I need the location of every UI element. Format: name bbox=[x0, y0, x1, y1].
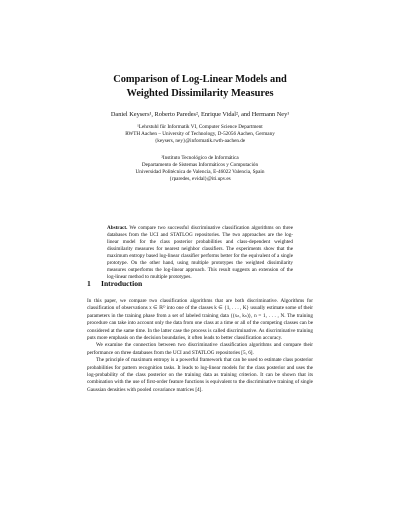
body-paragraph: We examine the connection between two discriminative classification algorithms and compare their performance on three databases from the UCI and STATLOG repositories [5, 6]. bbox=[87, 342, 313, 356]
paper-title bbox=[40, 73, 360, 101]
section-heading bbox=[87, 279, 142, 288]
title-line-2: Weighted Dissimilarity Measures bbox=[126, 88, 274, 99]
body-paragraph: In this paper, we compare two classification algorithms that are both discriminative. Algorithms for classification of observations x ∈ ℝᴰ into one of the classes k ∈ {1, . . . , K} usually estimate some of their parameters in the training phase from a set of labeled training data {(xₙ, kₙ)}, n = 1, . . . , N. The training procedure can take into account only the data from one class at a time or all of the competing classes can be considered at the same time. In the latter case the process is called discriminative. As discriminative training puts more emphasis on the decision boundaries, it often leads to better classification accuracy. bbox=[87, 298, 313, 342]
affiliation-1-line: RWTH Aachen – University of Technology, D-52056 Aachen, Germany bbox=[125, 130, 275, 137]
affiliation-2 bbox=[40, 155, 360, 183]
section-number: 1 bbox=[87, 279, 91, 288]
affiliation-1 bbox=[40, 124, 360, 145]
affiliation-1-line: ¹Lehrstuhl für Informatik VI, Computer Science Department bbox=[137, 124, 263, 130]
abstract-label: Abstract. bbox=[107, 225, 128, 231]
affiliation-2-email: {rparedes, evidal}@iti.upv.es bbox=[169, 175, 231, 182]
affiliation-1-email: {keysers, ney}@informatik.rwth-aachen.de bbox=[154, 137, 246, 144]
affiliation-2-line: Universidad Politécnica de Valencia, E-46022 Valencia, Spain bbox=[135, 168, 265, 175]
author-list: Daniel Keysers¹, Roberto Paredes², Enrique Vidal², and Hermann Ney¹ bbox=[110, 111, 290, 118]
section-body bbox=[87, 298, 313, 394]
abstract bbox=[107, 225, 293, 281]
title-line-1: Comparison of Log-Linear Models and bbox=[113, 74, 287, 85]
affiliation-2-line: ²Instituto Tecnológico de Informática bbox=[161, 155, 239, 161]
section-title: Introduction bbox=[101, 279, 143, 288]
body-paragraph: The principle of maximum entropy is a powerful framework that can be used to estimate class posterior probabilities for pattern recognition tasks. It leads to log-linear models for the class posterior and uses the log-probability of the class posterior on the training data as training criterion. It can be shown that its combination with the use of first-order feature functions is equivalent to the discriminative training of single Gaussian densities with pooled covariance matrices [4]. bbox=[87, 357, 313, 393]
affiliation-2-line: Departamento de Sistemas Informáticos y Computación bbox=[141, 161, 259, 168]
abstract-text: We compare two successful discriminative classification algorithms on three databases from the UCI and STATLOG repositories. The two approaches are the log-linear model for the class posterior probabilities and class-dependent weighted dissimilarity measures for nearest neighbor classifiers. The experiments show that the maximum entropy based log-linear classifier performs better for the equivalent of a single prototype. On the other hand, using multiple prototypes the weighted dissimilarity measures outperforms the log-linear approach. This result suggests an extension of the log-linear method to multiple prototypes. bbox=[107, 225, 293, 281]
